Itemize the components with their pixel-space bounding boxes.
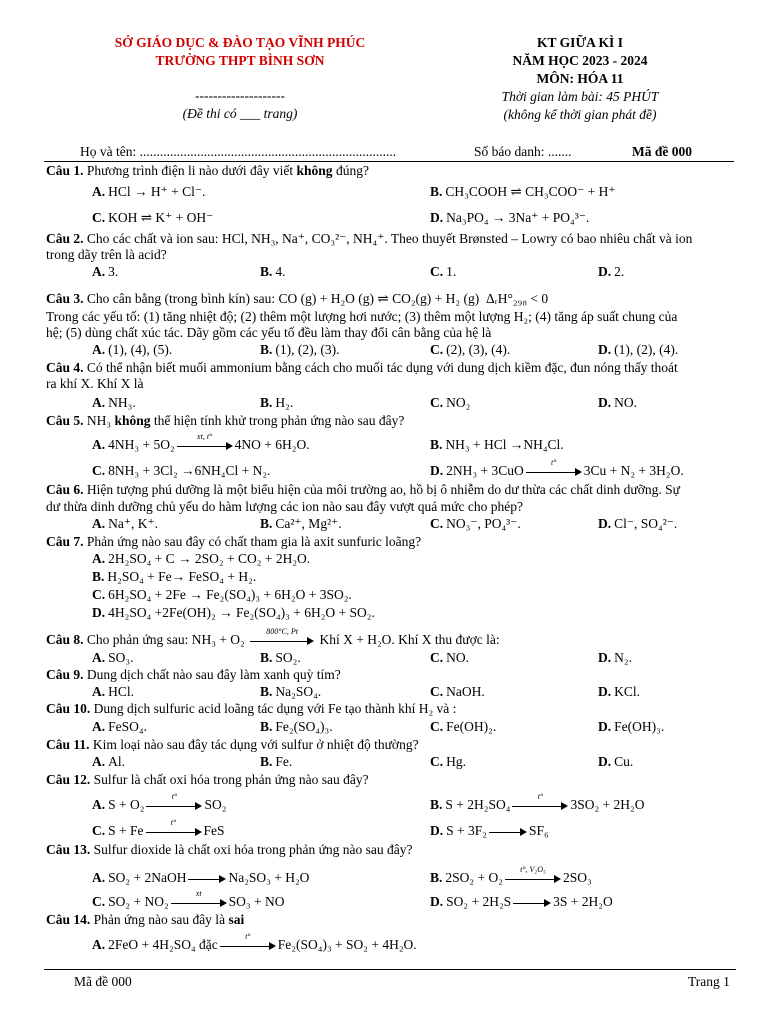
q8-option-b[interactable]: B. SO₂. xyxy=(260,650,301,665)
q1-option-b[interactable]: B. CH₃COOH ⇌ CH₃COO⁻ + H⁺ xyxy=(430,184,616,199)
reaction-arrow-icon: t° xyxy=(146,827,202,837)
reaction-arrow-icon: t° xyxy=(146,801,202,811)
exam-code: Mã đề 000 xyxy=(632,144,692,159)
q3-option-d[interactable]: D. (1), (2), (4). xyxy=(598,342,679,357)
q6-option-b[interactable]: B. Ca²⁺, Mg²⁺. xyxy=(260,516,342,531)
q1-option-a[interactable]: A. HCl → H⁺ + Cl⁻. xyxy=(92,184,206,199)
q5-option-d[interactable]: D. 2NH₃ + 3CuO t° 3Cu + N₂ + 3H₂O. xyxy=(430,457,684,478)
q3-option-c[interactable]: C. (2), (3), (4). xyxy=(430,342,511,357)
exam-duration: Thời gian làm bài: 45 PHÚT xyxy=(501,89,659,104)
question-4-line2: ra khí X. Khí X là xyxy=(46,376,144,391)
question-6-line2: dư thừa dinh dưỡng chủ yếu do hàm lượng các ion nào sau đây vượt quá mức cho phép? xyxy=(46,499,523,514)
q4-option-b[interactable]: B. H₂. xyxy=(260,395,294,410)
q8-option-c[interactable]: C. NO. xyxy=(430,650,469,665)
question-7: Câu 7. Phản ứng nào sau đây có chất tham gia là axit sunfuric loãng? xyxy=(46,534,422,549)
q10-option-b[interactable]: B. Fe₂(SO₄)₃. xyxy=(260,719,333,734)
reaction-arrow-icon: t° xyxy=(220,941,276,951)
q12-option-c[interactable]: C. S + Fe t° FeS xyxy=(92,817,225,838)
subject: MÔN: HÓA 11 xyxy=(536,71,624,86)
q13-option-c[interactable]: C. SO₂ + NO₂ xt SO₃ + NO xyxy=(92,888,285,909)
question-8: Câu 8. Cho phản ứng sau: NH₃ + O₂ 800°C, Pt Khí X + H₂O. Khí X thu được là: xyxy=(46,626,500,647)
q14-option-a[interactable]: A. 2FeO + 4H₂SO₄ đặc t° Fe₂(SO₄)₃ + SO₂ + 4H₂O. xyxy=(92,931,417,952)
q2-option-d[interactable]: D. 2. xyxy=(598,264,625,279)
q7-option-c[interactable]: C. 6H₂SO₄ + 2Fe → Fe₂(SO₄)₃ + 6H₂O + 3SO₂. xyxy=(92,587,352,602)
question-2-line2: trong dãy trên là acid? xyxy=(46,247,167,262)
q5-option-b[interactable]: B. NH₃ + HCl →NH₄Cl. xyxy=(430,437,564,452)
q7-option-d[interactable]: D. 4H₂SO₄ +2Fe(OH)₂ → Fe₂(SO₄)₃ + 6H₂O + SO₂. xyxy=(92,605,375,620)
page-number: Trang 1 xyxy=(688,974,730,989)
q13-option-d[interactable]: D. SO₂ + 2H₂S 3S + 2H₂O xyxy=(430,894,613,909)
q4-option-a[interactable]: A. NH₃. xyxy=(92,395,136,410)
q12-option-a[interactable]: A. S + O₂ t° SO₂ xyxy=(92,791,227,812)
q12-option-d[interactable]: D. S + 3F₂ SF₆ xyxy=(430,823,549,838)
question-3: Câu 3. Cho cân bằng (trong bình kín) sau: CO (g) + H₂O (g) ⇌ CO₂(g) + H₂ (g) ΔᵣH°₂₉₈ < 0 xyxy=(46,291,549,306)
q3-option-a[interactable]: A. (1), (4), (5). xyxy=(92,342,173,357)
q6-option-d[interactable]: D. Cl⁻, SO₄²⁻. xyxy=(598,516,678,531)
school-year: NĂM HỌC 2023 - 2024 xyxy=(512,53,648,68)
question-13: Câu 13. Sulfur dioxide là chất oxi hóa trong phản ứng nào sau đây? xyxy=(46,842,413,857)
header-dashes: -------------------- xyxy=(195,88,285,103)
q7-option-b[interactable]: B. H₂SO₄ + Fe→ FeSO₄ + H₂. xyxy=(92,569,257,584)
reaction-arrow-icon: xt xyxy=(171,898,227,908)
question-1: Câu 1. Phương trình điện li nào dưới đây viết không đúng? xyxy=(46,163,369,178)
q9-option-a[interactable]: A. HCl. xyxy=(92,684,135,699)
school-name: TRƯỜNG THPT BÌNH SƠN xyxy=(155,53,325,68)
q11-option-a[interactable]: A. Al. xyxy=(92,754,125,769)
q2-option-c[interactable]: C. 1. xyxy=(430,264,457,279)
student-name-field: Họ và tên: ............................................................................ xyxy=(80,144,397,159)
student-id-field: Số báo danh: ....... xyxy=(474,144,572,159)
q11-option-b[interactable]: B. Fe. xyxy=(260,754,293,769)
q5-option-a[interactable]: A. 4NH₃ + 5O₂ xt, t° 4NO + 6H₂O. xyxy=(92,431,310,452)
exam-title: KT GIỮA KÌ I xyxy=(537,35,623,50)
reaction-arrow-icon: xt, t° xyxy=(177,441,233,451)
q6-option-a[interactable]: A. Na⁺, K⁺. xyxy=(92,516,158,531)
page-count: (Đề thi có ___ trang) xyxy=(182,106,298,121)
q10-option-c[interactable]: C. Fe(OH)₂. xyxy=(430,719,497,734)
reaction-arrow-icon: t° xyxy=(526,467,582,477)
q9-option-b[interactable]: B. Na₂SO₄. xyxy=(260,684,322,699)
reaction-arrow-icon xyxy=(188,874,226,884)
q9-option-c[interactable]: C. NaOH. xyxy=(430,684,485,699)
q10-option-d[interactable]: D. Fe(OH)₃. xyxy=(598,719,665,734)
q7-option-a[interactable]: A. 2H₂SO₄ + C → 2SO₂ + CO₂ + 2H₂O. xyxy=(92,551,311,566)
footer-divider xyxy=(44,969,736,970)
q11-option-c[interactable]: C. Hg. xyxy=(430,754,466,769)
equilibrium-arrow-icon: t°, V₂O₅ xyxy=(505,874,561,884)
reaction-arrow-icon: t° xyxy=(512,801,568,811)
q13-option-a[interactable]: A. SO₂ + 2NaOH Na₂SO₃ + H₂O xyxy=(92,870,310,885)
q8-option-d[interactable]: D. N₂. xyxy=(598,650,632,665)
q4-option-d[interactable]: D. NO. xyxy=(598,395,637,410)
q9-option-d[interactable]: D. KCl. xyxy=(598,684,641,699)
question-3-line3: hệ; (5) dùng chất xúc tác. Dãy gồm các yếu tố đều làm thay đổi cân bằng của hệ là xyxy=(46,325,492,340)
q5-option-c[interactable]: C. 8NH₃ + 3Cl₂ →6NH₄Cl + N₂. xyxy=(92,463,271,478)
reaction-arrow-icon xyxy=(489,827,527,837)
q6-option-c[interactable]: C. NO₃⁻, PO₄³⁻. xyxy=(430,516,521,531)
department-name: SỞ GIÁO DỤC & ĐÀO TẠO VĨNH PHÚC xyxy=(114,35,366,50)
question-9: Câu 9. Dung dịch chất nào sau đây làm xanh quỳ tím? xyxy=(46,667,341,682)
q13-option-b[interactable]: B. 2SO₂ + O₂ t°, V₂O₅ 2SO₃ xyxy=(430,864,592,885)
q11-option-d[interactable]: D. Cu. xyxy=(598,754,634,769)
q3-option-b[interactable]: B. (1), (2), (3). xyxy=(260,342,340,357)
reaction-arrow-icon xyxy=(513,898,551,908)
q10-option-a[interactable]: A. FeSO₄. xyxy=(92,719,147,734)
q1-option-d[interactable]: D. Na₃PO₄ → 3Na⁺ + PO₄³⁻. xyxy=(430,210,590,225)
question-5: Câu 5. NH₃ không thể hiện tính khử trong phản ứng nào sau đây? xyxy=(46,413,405,428)
q1-option-c[interactable]: C. KOH ⇌ K⁺ + OH⁻ xyxy=(92,210,214,225)
footer-exam-code: Mã đề 000 xyxy=(74,974,132,989)
question-3-line2: Trong các yếu tố: (1) tăng nhiệt độ; (2) thêm một lượng hơi nước; (3) thêm một lượng H₂; (4) tăng áp suất chung của xyxy=(46,309,678,324)
question-2: Câu 2. Cho các chất và ion sau: HCl, NH₃, Na⁺, CO₃²⁻, NH₄⁺. Theo thuyết Brønsted – Lowry có bao nhiêu chất và ion xyxy=(46,231,693,246)
question-10: Câu 10. Dung dịch sulfuric acid loãng tác dụng với Fe tạo thành khí H₂ và : xyxy=(46,701,457,716)
q2-option-a[interactable]: A. 3. xyxy=(92,264,119,279)
q12-option-b[interactable]: B. S + 2H₂SO₄ t° 3SO₂ + 2H₂O xyxy=(430,791,645,812)
q4-option-c[interactable]: C. NO₂ xyxy=(430,395,471,410)
q8-option-a[interactable]: A. SO₃. xyxy=(92,650,134,665)
question-14: Câu 14. Phản ứng nào sau đây là sai xyxy=(46,912,245,927)
question-6: Câu 6. Hiện tượng phú dưỡng là một biểu hiện của môi trường ao, hồ bị ô nhiễm do dư thừa các chất dinh dưỡng. Sự xyxy=(46,482,680,497)
duration-note: (không kể thời gian phát đề) xyxy=(503,107,657,122)
question-12: Câu 12. Sulfur là chất oxi hóa trong phản ứng nào sau đây? xyxy=(46,772,369,787)
header-divider xyxy=(44,161,734,162)
reaction-arrow-icon: 800°C, Pt xyxy=(250,636,314,646)
question-4: Câu 4. Có thể nhận biết muối ammonium bằng cách cho muối tác dụng với dung dịch kiềm đặc, đun nóng thấy thoát xyxy=(46,360,678,375)
q2-option-b[interactable]: B. 4. xyxy=(260,264,286,279)
question-11: Câu 11. Kim loại nào sau đây tác dụng với sulfur ở nhiệt độ thường? xyxy=(46,737,419,752)
